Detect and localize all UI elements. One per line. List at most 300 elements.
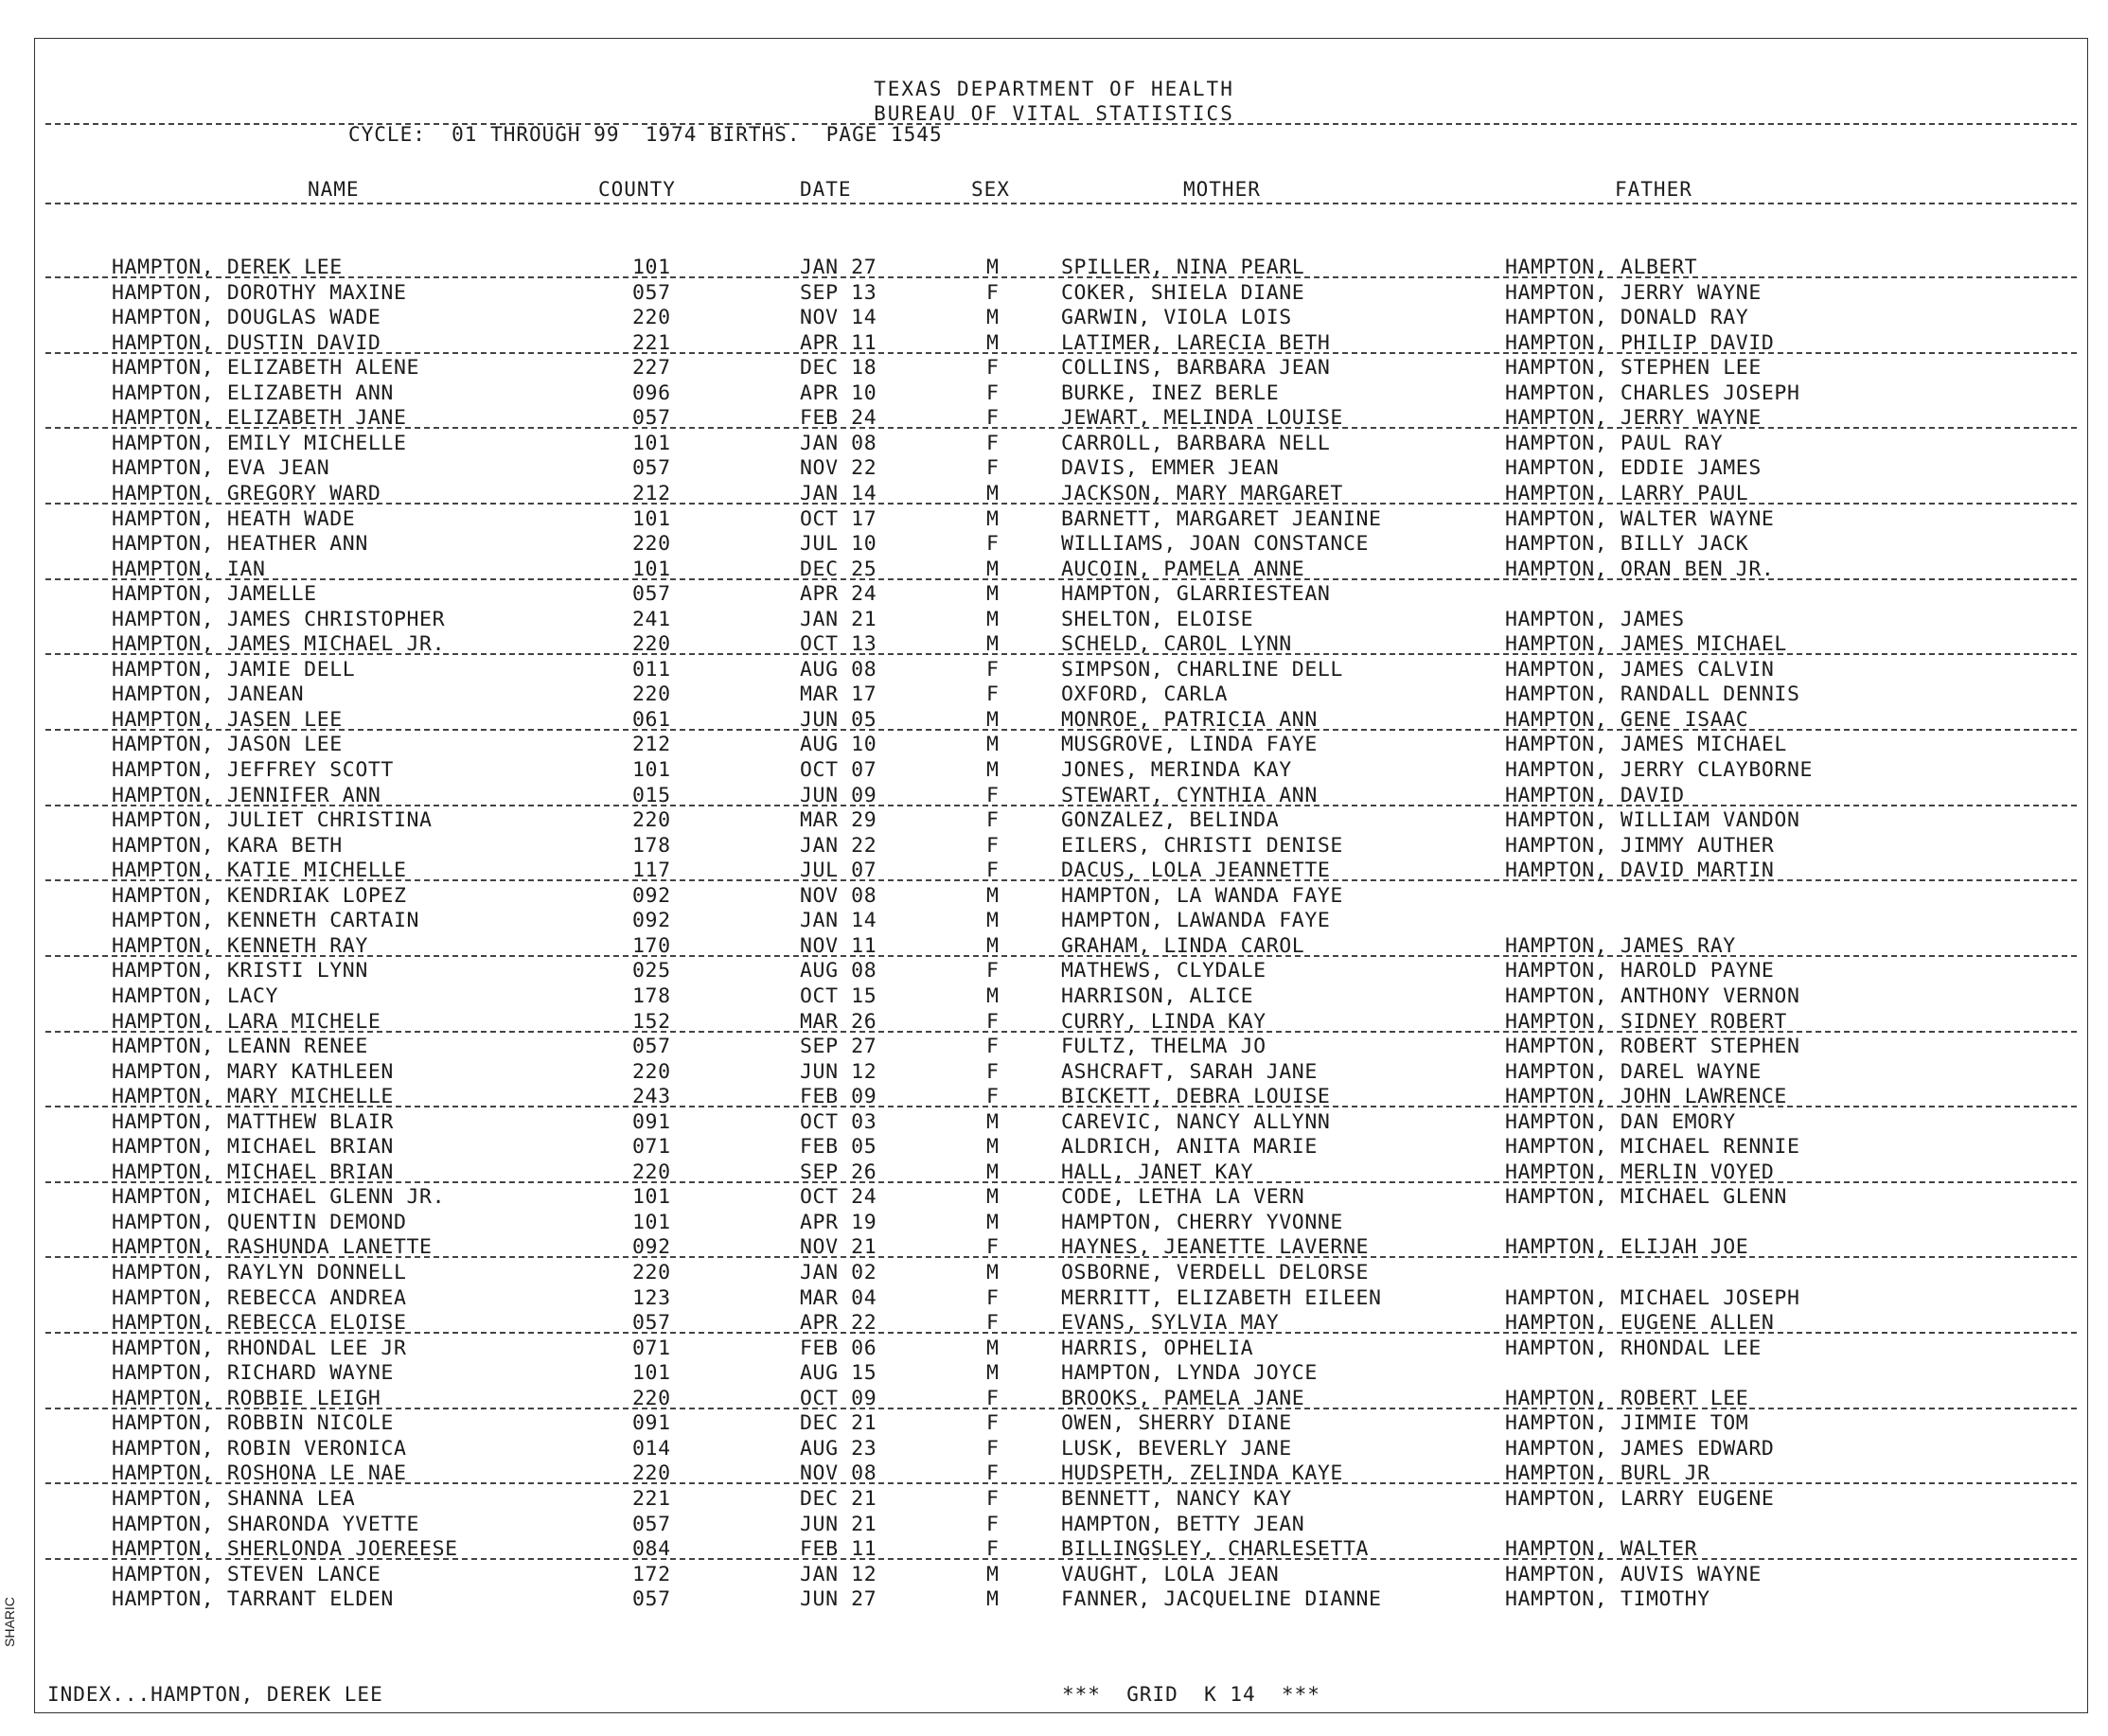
cell-sex: M	[986, 1185, 1000, 1210]
table-row	[0, 1035, 2108, 1059]
table-row	[0, 1487, 2108, 1512]
cell-mother: BROOKS, PAMELA JANE	[1061, 1386, 1305, 1410]
cell-mother: FANNER, JACQUELINE DIANNE	[1061, 1587, 1382, 1612]
cell-sex: M	[986, 1160, 1000, 1184]
cell-father: HAMPTON, WALTER WAYNE	[1505, 506, 1775, 531]
cell-county: 025	[632, 959, 671, 983]
table-row	[0, 356, 2108, 381]
cell-name: HAMPTON, KENDRIAK LOPEZ	[112, 883, 407, 908]
cell-county: 101	[632, 1361, 671, 1386]
table-row	[0, 1411, 2108, 1436]
cell-name: HAMPTON, JAMES CHRISTOPHER	[112, 607, 446, 631]
cell-date: AUG 23	[800, 1436, 877, 1461]
cell-date: JAN 12	[800, 1562, 877, 1586]
cell-county: 011	[632, 657, 671, 682]
cell-county: 101	[632, 557, 671, 581]
cell-mother: EVANS, SYLVIA MAY	[1061, 1311, 1280, 1336]
cell-county: 071	[632, 1336, 671, 1360]
cell-date: APR 19	[800, 1210, 877, 1234]
cell-mother: BURKE, INEZ BERLE	[1061, 381, 1280, 405]
cell-father: HAMPTON, LARRY PAUL	[1505, 481, 1749, 505]
cell-father: HAMPTON, GENE ISAAC	[1505, 707, 1749, 732]
cell-sex: F	[986, 859, 1000, 883]
cell-county: 057	[632, 1587, 671, 1612]
agency-title: TEXAS DEPARTMENT OF HEALTH	[874, 78, 1234, 100]
cell-father: HAMPTON, BILLY JACK	[1505, 532, 1749, 557]
cell-mother: SPILLER, NINA PEARL	[1061, 256, 1305, 279]
cell-sex: F	[986, 1235, 1000, 1260]
cell-name: HAMPTON, ROBBIE LEIGH	[112, 1386, 381, 1410]
cell-father: HAMPTON, JAMES MICHAEL	[1505, 733, 1787, 757]
cell-name: HAMPTON, JEFFREY SCOTT	[112, 758, 394, 782]
row-underline	[45, 578, 2077, 580]
cell-date: AUG 15	[800, 1361, 877, 1386]
cell-county: 212	[632, 733, 671, 757]
cell-date: DEC 25	[800, 557, 877, 581]
cell-date: JAN 14	[800, 481, 877, 505]
cell-father: HAMPTON, ORAN BEN JR.	[1505, 557, 1775, 581]
cell-sex: F	[986, 1486, 1000, 1511]
cell-name: HAMPTON, RHONDAL LEE JR	[112, 1336, 407, 1360]
cell-name: HAMPTON, MATTHEW BLAIR	[112, 1109, 394, 1134]
cell-county: 014	[632, 1436, 671, 1461]
table-row	[0, 456, 2108, 481]
column-header-divider	[45, 203, 2077, 204]
row-underline	[45, 879, 2077, 881]
cell-date: FEB 09	[800, 1085, 877, 1109]
cell-date: JUN 27	[800, 1587, 877, 1612]
row-underline	[45, 427, 2077, 429]
cell-father: HAMPTON, JERRY CLAYBORNE	[1505, 758, 1814, 782]
table-row	[0, 306, 2108, 330]
cell-name: HAMPTON, SHANNA LEA	[112, 1486, 356, 1511]
cell-sex: M	[986, 733, 1000, 757]
cell-county: 178	[632, 983, 671, 1008]
cell-name: HAMPTON, LARA MICHELE	[112, 1009, 381, 1034]
row-underline	[45, 1031, 2077, 1033]
cell-county: 057	[632, 1035, 671, 1059]
cell-date: FEB 11	[800, 1537, 877, 1562]
cell-county: 015	[632, 783, 671, 807]
cell-mother: OSBORNE, VERDELL DELORSE	[1061, 1261, 1370, 1284]
table-row	[0, 532, 2108, 557]
cell-county: 241	[632, 607, 671, 631]
cell-county: 084	[632, 1537, 671, 1562]
cell-father: HAMPTON, PAUL RAY	[1505, 431, 1724, 455]
cell-sex: M	[986, 481, 1000, 505]
cell-sex: F	[986, 657, 1000, 682]
row-underline	[45, 1558, 2077, 1560]
cell-date: JAN 08	[800, 431, 877, 455]
table-row	[0, 1211, 2108, 1235]
cell-mother: BENNETT, NANCY KAY	[1061, 1486, 1292, 1511]
cell-mother: COLLINS, BARBARA JEAN	[1061, 356, 1331, 381]
cell-date: OCT 07	[800, 758, 877, 782]
cell-name: HAMPTON, GREGORY WARD	[112, 481, 381, 505]
cell-name: HAMPTON, JULIET CHRISTINA	[112, 808, 433, 833]
cell-sex: F	[986, 682, 1000, 707]
cell-date: AUG 08	[800, 657, 877, 682]
cell-date: APR 22	[800, 1311, 877, 1336]
cell-sex: M	[986, 1587, 1000, 1612]
cell-county: 092	[632, 1235, 671, 1260]
cell-mother: LATIMER, LARECIA BETH	[1061, 330, 1331, 355]
cell-mother: SIMPSON, CHARLINE DELL	[1061, 657, 1343, 682]
cell-sex: F	[986, 1436, 1000, 1461]
cell-father: HAMPTON, MICHAEL JOSEPH	[1505, 1285, 1800, 1310]
cell-sex: M	[986, 909, 1000, 933]
cell-mother: JEWART, MELINDA LOUISE	[1061, 406, 1343, 431]
cell-sex: F	[986, 431, 1000, 455]
table-row	[0, 1563, 2108, 1587]
cell-sex: M	[986, 256, 1000, 279]
table-row	[0, 1060, 2108, 1085]
cell-sex: M	[986, 1261, 1000, 1284]
row-underline	[45, 955, 2077, 957]
cell-father: HAMPTON, JAMES CALVIN	[1505, 657, 1775, 682]
cell-county: 057	[632, 1311, 671, 1336]
cell-name: HAMPTON, SHERLONDA JOEREESE	[112, 1537, 458, 1562]
cell-sex: F	[986, 1537, 1000, 1562]
cell-name: HAMPTON, ELIZABETH ANN	[112, 381, 394, 405]
cell-name: HAMPTON, RAYLYN DONNELL	[112, 1261, 407, 1284]
cell-date: OCT 24	[800, 1185, 877, 1210]
cell-county: 092	[632, 883, 671, 908]
cell-date: NOV 08	[800, 883, 877, 908]
cell-date: JAN 21	[800, 607, 877, 631]
cell-father: HAMPTON, JAMES MICHAEL	[1505, 632, 1787, 657]
cell-mother: HARRISON, ALICE	[1061, 983, 1254, 1008]
table-row	[0, 582, 2108, 607]
cell-name: HAMPTON, JENNIFER ANN	[112, 783, 381, 807]
cell-father: HAMPTON, TIMOTHY	[1505, 1587, 1710, 1612]
cell-father: HAMPTON, MICHAEL GLENN	[1505, 1185, 1787, 1210]
cell-date: NOV 08	[800, 1461, 877, 1486]
cell-sex: M	[986, 1210, 1000, 1234]
cell-father: HAMPTON, JAMES RAY	[1505, 933, 1736, 958]
cell-sex: F	[986, 1461, 1000, 1486]
cell-mother: DACUS, LOLA JEANNETTE	[1061, 859, 1331, 883]
cell-mother: MUSGROVE, LINDA FAYE	[1061, 733, 1318, 757]
cell-county: 170	[632, 933, 671, 958]
table-row	[0, 1361, 2108, 1386]
cell-date: SEP 26	[800, 1160, 877, 1184]
cell-sex: F	[986, 381, 1000, 405]
cell-date: MAR 26	[800, 1009, 877, 1034]
cell-county: 220	[632, 1461, 671, 1486]
cell-county: 220	[632, 682, 671, 707]
cell-mother: CODE, LETHA LA VERN	[1061, 1185, 1305, 1210]
row-underline	[45, 1106, 2077, 1107]
cell-mother: HUDSPETH, ZELINDA KAYE	[1061, 1461, 1343, 1486]
cell-date: OCT 03	[800, 1109, 877, 1134]
cell-name: HAMPTON, EMILY MICHELLE	[112, 431, 407, 455]
table-row	[0, 909, 2108, 933]
cell-mother: VAUGHT, LOLA JEAN	[1061, 1562, 1280, 1586]
cell-date: MAR 29	[800, 808, 877, 833]
cell-name: HAMPTON, JASEN LEE	[112, 707, 343, 732]
cell-date: JAN 14	[800, 909, 877, 933]
cell-father: HAMPTON, SIDNEY ROBERT	[1505, 1009, 1787, 1034]
cell-date: FEB 05	[800, 1135, 877, 1160]
cell-sex: F	[986, 833, 1000, 858]
cell-mother: MERRITT, ELIZABETH EILEEN	[1061, 1285, 1382, 1310]
cell-date: APR 24	[800, 582, 877, 607]
cell-sex: M	[986, 506, 1000, 531]
cell-sex: M	[986, 607, 1000, 631]
cell-county: 057	[632, 406, 671, 431]
cell-mother: HARRIS, OPHELIA	[1061, 1336, 1254, 1360]
cell-name: HAMPTON, KENNETH RAY	[112, 933, 368, 958]
cell-county: 243	[632, 1085, 671, 1109]
cell-sex: F	[986, 959, 1000, 983]
cell-name: HAMPTON, JANEAN	[112, 682, 305, 707]
cell-name: HAMPTON, KATIE MICHELLE	[112, 859, 407, 883]
cell-father: HAMPTON, DAREL WAYNE	[1505, 1059, 1762, 1084]
cell-name: HAMPTON, DUSTIN DAVID	[112, 330, 381, 355]
cell-name: HAMPTON, ELIZABETH ALENE	[112, 356, 420, 381]
cell-name: HAMPTON, DOUGLAS WADE	[112, 306, 381, 330]
cell-date: JUN 05	[800, 707, 877, 732]
cell-sex: F	[986, 356, 1000, 381]
cell-mother: COKER, SHIELA DIANE	[1061, 280, 1305, 305]
table-row	[0, 834, 2108, 859]
cell-mother: JONES, MERINDA KAY	[1061, 758, 1292, 782]
row-underline	[45, 729, 2077, 731]
cell-date: DEC 18	[800, 356, 877, 381]
table-row	[0, 281, 2108, 306]
cell-date: NOV 22	[800, 456, 877, 481]
cell-county: 172	[632, 1562, 671, 1586]
cell-name: HAMPTON, MARY KATHLEEN	[112, 1059, 394, 1084]
cell-father: HAMPTON, MERLIN VOYED	[1505, 1160, 1775, 1184]
cell-date: OCT 09	[800, 1386, 877, 1410]
cell-sex: M	[986, 1361, 1000, 1386]
cell-sex: F	[986, 1009, 1000, 1034]
column-header-county: COUNTY	[598, 178, 676, 201]
cell-mother: WILLIAMS, JOAN CONSTANCE	[1061, 532, 1370, 557]
table-row	[0, 507, 2108, 532]
cell-county: 220	[632, 1261, 671, 1284]
row-underline	[45, 653, 2077, 655]
cell-date: JUL 07	[800, 859, 877, 883]
cell-county: 220	[632, 1160, 671, 1184]
cell-name: HAMPTON, RASHUNDA LANETTE	[112, 1235, 433, 1260]
cell-mother: DAVIS, EMMER JEAN	[1061, 456, 1280, 481]
cell-county: 101	[632, 431, 671, 455]
cell-county: 221	[632, 1486, 671, 1511]
cell-sex: M	[986, 330, 1000, 355]
cycle-line: CYCLE: 01 THROUGH 99 1974 BIRTHS. PAGE 1545	[348, 123, 943, 146]
cell-mother: HAMPTON, BETTY JEAN	[1061, 1512, 1305, 1536]
cell-name: HAMPTON, JAMIE DELL	[112, 657, 356, 682]
cell-mother: MATHEWS, CLYDALE	[1061, 959, 1267, 983]
cell-name: HAMPTON, RICHARD WAYNE	[112, 1361, 394, 1386]
cell-father: HAMPTON, ROBERT STEPHEN	[1505, 1035, 1800, 1059]
cell-date: NOV 14	[800, 306, 877, 330]
cell-name: HAMPTON, EVA JEAN	[112, 456, 330, 481]
cell-county: 092	[632, 909, 671, 933]
cell-name: HAMPTON, HEATH WADE	[112, 506, 356, 531]
cell-father: HAMPTON, JERRY WAYNE	[1505, 280, 1762, 305]
cell-date: JAN 22	[800, 833, 877, 858]
cell-sex: F	[986, 456, 1000, 481]
cell-county: 212	[632, 481, 671, 505]
table-row	[0, 682, 2108, 707]
cell-county: 220	[632, 808, 671, 833]
table-row	[0, 733, 2108, 757]
cell-mother: CAREVIC, NANCY ALLYNN	[1061, 1109, 1331, 1134]
cell-date: JUN 09	[800, 783, 877, 807]
table-row	[0, 1286, 2108, 1311]
row-underline	[45, 1256, 2077, 1258]
cell-name: HAMPTON, REBECCA ANDREA	[112, 1285, 407, 1310]
cell-father: HAMPTON, ANTHONY VERNON	[1505, 983, 1800, 1008]
cell-date: DEC 21	[800, 1486, 877, 1511]
cell-mother: EILERS, CHRISTI DENISE	[1061, 833, 1343, 858]
cell-father: HAMPTON, ALBERT	[1505, 256, 1698, 279]
cell-father: HAMPTON, JIMMIE TOM	[1505, 1411, 1749, 1436]
cell-sex: F	[986, 808, 1000, 833]
table-row	[0, 984, 2108, 1009]
cell-sex: F	[986, 280, 1000, 305]
cell-county: 071	[632, 1135, 671, 1160]
cell-father: HAMPTON, WILLIAM VANDON	[1505, 808, 1800, 833]
cell-mother: HAMPTON, LAWANDA FAYE	[1061, 909, 1331, 933]
cell-sex: F	[986, 1512, 1000, 1536]
cell-county: 152	[632, 1009, 671, 1034]
cell-name: HAMPTON, ROBIN VERONICA	[112, 1436, 407, 1461]
cell-name: HAMPTON, KARA BETH	[112, 833, 343, 858]
table-row	[0, 1337, 2108, 1361]
row-underline	[45, 1408, 2077, 1409]
cell-name: HAMPTON, MICHAEL BRIAN	[112, 1135, 394, 1160]
column-header-name: NAME	[308, 178, 360, 201]
cell-mother: CARROLL, BARBARA NELL	[1061, 431, 1331, 455]
cell-name: HAMPTON, DOROTHY MAXINE	[112, 280, 407, 305]
cell-date: JAN 27	[800, 256, 877, 279]
row-underline	[45, 1332, 2077, 1334]
cell-name: HAMPTON, JAMES MICHAEL JR.	[112, 632, 446, 657]
cell-name: HAMPTON, MICHAEL GLENN JR.	[112, 1185, 446, 1210]
cell-county: 178	[632, 833, 671, 858]
cell-county: 117	[632, 859, 671, 883]
cell-sex: M	[986, 582, 1000, 607]
table-row	[0, 1110, 2108, 1135]
cell-county: 101	[632, 256, 671, 279]
cell-county: 227	[632, 356, 671, 381]
cell-father: HAMPTON, RANDALL DENNIS	[1505, 682, 1800, 707]
cell-county: 220	[632, 632, 671, 657]
cell-date: OCT 13	[800, 632, 877, 657]
cell-name: HAMPTON, JASON LEE	[112, 733, 343, 757]
column-header-date: DATE	[800, 178, 852, 201]
cell-mother: AUCOIN, PAMELA ANNE	[1061, 557, 1305, 581]
cell-name: HAMPTON, HEATHER ANN	[112, 532, 368, 557]
cell-mother: SHELTON, ELOISE	[1061, 607, 1254, 631]
cell-county: 101	[632, 1210, 671, 1234]
table-row	[0, 1437, 2108, 1461]
cell-father: HAMPTON, DAVID MARTIN	[1505, 859, 1775, 883]
cell-date: NOV 21	[800, 1235, 877, 1260]
cell-name: HAMPTON, ELIZABETH JANE	[112, 406, 407, 431]
cell-sex: M	[986, 632, 1000, 657]
cell-date: JUN 12	[800, 1059, 877, 1084]
cell-county: 221	[632, 330, 671, 355]
cell-father: HAMPTON, CHARLES JOSEPH	[1505, 381, 1800, 405]
cell-mother: JACKSON, MARY MARGARET	[1061, 481, 1343, 505]
table-row	[0, 1261, 2108, 1285]
cell-name: HAMPTON, QUENTIN DEMOND	[112, 1210, 407, 1234]
cell-mother: GONZALEZ, BELINDA	[1061, 808, 1280, 833]
cell-father: HAMPTON, BURL JR	[1505, 1461, 1710, 1486]
cell-name: HAMPTON, DEREK LEE	[112, 256, 343, 279]
cell-name: HAMPTON, ROBBIN NICOLE	[112, 1411, 394, 1436]
cell-sex: M	[986, 1336, 1000, 1360]
cell-county: 061	[632, 707, 671, 732]
cell-date: MAR 17	[800, 682, 877, 707]
row-underline	[45, 276, 2077, 278]
cell-name: HAMPTON, REBECCA ELOISE	[112, 1311, 407, 1336]
table-row	[0, 658, 2108, 682]
cell-father: HAMPTON, RHONDAL LEE	[1505, 1336, 1762, 1360]
cell-name: HAMPTON, KRISTI LYNN	[112, 959, 368, 983]
cell-name: HAMPTON, STEVEN LANCE	[112, 1562, 381, 1586]
table-row	[0, 1587, 2108, 1612]
cell-sex: M	[986, 306, 1000, 330]
cell-mother: OXFORD, CARLA	[1061, 682, 1229, 707]
cell-father: HAMPTON, LARRY EUGENE	[1505, 1486, 1775, 1511]
cell-county: 101	[632, 506, 671, 531]
cell-father: HAMPTON, DAN EMORY	[1505, 1109, 1736, 1134]
cell-father: HAMPTON, DONALD RAY	[1505, 306, 1749, 330]
cell-date: FEB 06	[800, 1336, 877, 1360]
cell-mother: OWEN, SHERRY DIANE	[1061, 1411, 1292, 1436]
row-underline	[45, 805, 2077, 806]
row-underline	[45, 1181, 2077, 1183]
cell-father: HAMPTON, JAMES	[1505, 607, 1685, 631]
table-row	[0, 758, 2108, 783]
table-row	[0, 808, 2108, 833]
cell-mother: ASHCRAFT, SARAH JANE	[1061, 1059, 1318, 1084]
cell-father: HAMPTON, AUVIS WAYNE	[1505, 1562, 1762, 1586]
cell-sex: M	[986, 883, 1000, 908]
cell-date: APR 11	[800, 330, 877, 355]
cell-name: HAMPTON, MICHAEL BRIAN	[112, 1160, 394, 1184]
cell-county: 101	[632, 758, 671, 782]
cell-mother: HAMPTON, GLARRIESTEAN	[1061, 582, 1331, 607]
cell-sex: M	[986, 707, 1000, 732]
cell-name: HAMPTON, TARRANT ELDEN	[112, 1587, 394, 1612]
cell-sex: F	[986, 1285, 1000, 1310]
cell-father: HAMPTON, HAROLD PAYNE	[1505, 959, 1775, 983]
cell-name: HAMPTON, MARY MICHELLE	[112, 1085, 394, 1109]
cell-date: JAN 02	[800, 1261, 877, 1284]
cell-date: JUN 21	[800, 1512, 877, 1536]
cell-date: AUG 10	[800, 733, 877, 757]
cell-name: HAMPTON, KENNETH CARTAIN	[112, 909, 420, 933]
cell-date: OCT 17	[800, 506, 877, 531]
cell-mother: ALDRICH, ANITA MARIE	[1061, 1135, 1318, 1160]
cell-county: 057	[632, 456, 671, 481]
index-footer: INDEX...HAMPTON, DEREK LEE	[47, 1683, 383, 1706]
cell-date: JUL 10	[800, 532, 877, 557]
cell-county: 091	[632, 1411, 671, 1436]
table-row	[0, 884, 2108, 909]
cell-father: HAMPTON, DAVID	[1505, 783, 1685, 807]
table-row	[0, 432, 2108, 456]
cell-mother: BILLINGSLEY, CHARLESETTA	[1061, 1537, 1370, 1562]
